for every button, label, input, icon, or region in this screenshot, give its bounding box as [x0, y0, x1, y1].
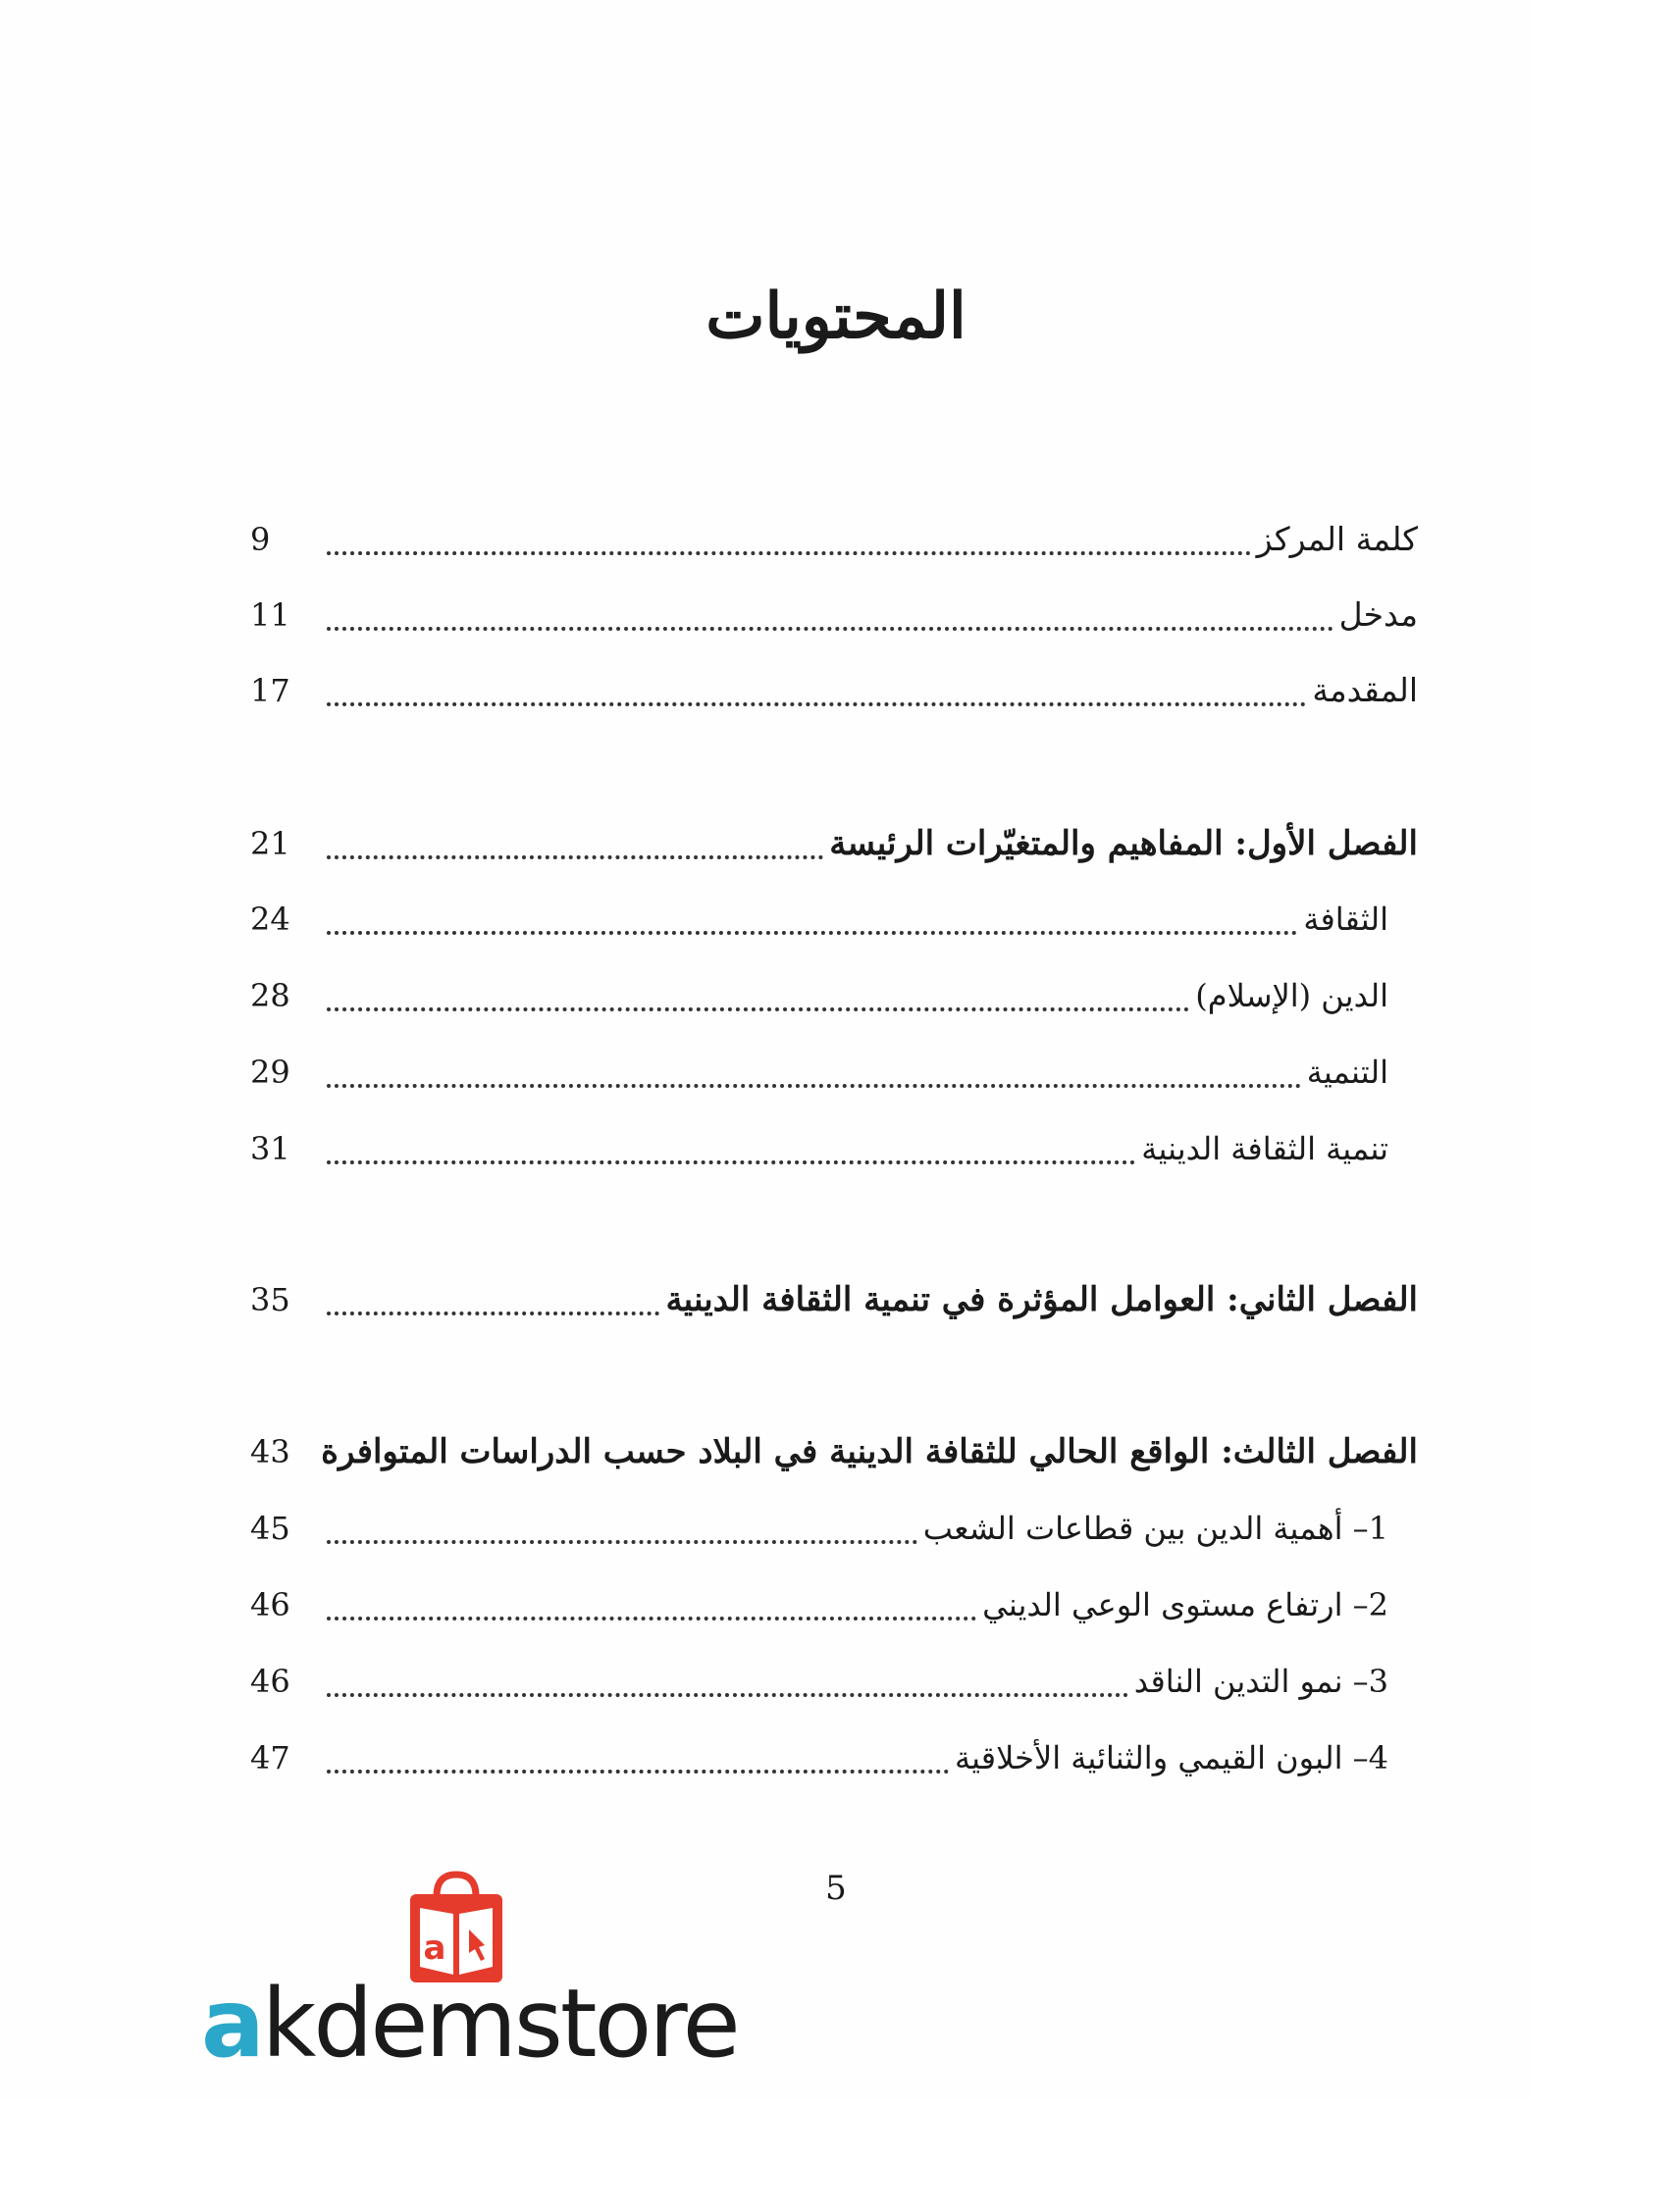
toc-entry-label: تنمية الثقافة الدينية — [1141, 1130, 1388, 1167]
toc-entry-label: المقدمة — [1312, 671, 1418, 709]
toc-entry-label: 2– ارتفاع مستوى الوعي الديني — [982, 1586, 1388, 1623]
toc-entry-label: 3– نمو التدين الناقد — [1133, 1663, 1388, 1700]
toc-entry-page: 11 — [250, 596, 290, 634]
dot-leader — [327, 814, 823, 873]
toc-entry — [250, 510, 1418, 569]
toc-entry-label: كلمة المركز — [1256, 520, 1418, 558]
dot-leader — [327, 890, 1297, 949]
dot-leader — [327, 661, 1306, 720]
dot-leader — [327, 1119, 1135, 1178]
page-number: 5 — [825, 1869, 847, 1908]
dot-leader — [327, 510, 1251, 569]
dot-leader — [327, 1575, 976, 1634]
toc-entry-page: 47 — [250, 1739, 290, 1776]
toc-entry-label: الدين (الإسلام) — [1195, 977, 1388, 1014]
dot-leader — [327, 1499, 917, 1558]
toc-entry-page: 21 — [250, 825, 290, 862]
toc-chapter-entry — [250, 814, 1418, 873]
toc-subentry — [250, 1652, 1418, 1711]
dot-leader — [327, 966, 1189, 1025]
toc-subentry — [250, 1728, 1418, 1787]
page-title: المحتويات — [705, 280, 967, 353]
toc-subentry — [250, 1043, 1418, 1102]
toc-chapter-entry — [250, 1270, 1418, 1329]
toc-entry-page: 46 — [250, 1663, 290, 1700]
toc-entry-page: 28 — [250, 977, 290, 1014]
brand-name-rest: kdemstore — [261, 1969, 738, 2079]
toc-entry-label: 1– أهمية الدين بين قطاعات الشعب — [922, 1510, 1388, 1547]
toc-entry-page: 35 — [250, 1281, 290, 1318]
toc-entry-page: 43 — [250, 1433, 290, 1470]
toc-entry-page: 45 — [250, 1510, 290, 1547]
toc-subentry — [250, 1575, 1418, 1634]
toc-entry-label: الفصل الثالث: الواقع الحالي للثقافة الدينية في البلاد حسب الدراسات المتوافرة — [321, 1432, 1418, 1471]
toc-entry-label: 4– البون القيمي والثنائية الأخلاقية — [954, 1739, 1388, 1776]
toc-entry-page: 24 — [250, 900, 290, 938]
toc-subentry — [250, 1499, 1418, 1558]
toc-entry-page: 29 — [250, 1054, 290, 1091]
dot-leader — [327, 1728, 949, 1787]
toc-subentry — [250, 890, 1418, 949]
toc-entry-page: 9 — [250, 521, 271, 558]
toc-entry-page: 46 — [250, 1586, 290, 1623]
dot-leader — [327, 1043, 1301, 1102]
toc-entry-page: 17 — [250, 672, 290, 709]
toc-entry-label: مدخل — [1338, 595, 1418, 634]
bag-letter: a — [423, 1929, 446, 1968]
brand-name — [201, 1969, 738, 2079]
brand-name-a: a — [201, 1969, 262, 2079]
toc-entry-label: الفصل الثاني: العوامل المؤثرة في تنمية الثقافة الدينية — [665, 1280, 1418, 1319]
toc-subentry — [250, 1119, 1418, 1178]
toc-entry — [250, 661, 1418, 720]
store-logo — [201, 1869, 738, 2084]
dot-leader — [327, 1652, 1128, 1711]
toc-entry-page: 31 — [250, 1130, 290, 1167]
toc-entry-label: التنمية — [1306, 1054, 1388, 1091]
toc-entry — [250, 586, 1418, 644]
toc-chapter-entry — [250, 1422, 1418, 1481]
toc-subentry — [250, 966, 1418, 1025]
toc-entry-label: الثقافة — [1303, 900, 1388, 938]
dot-leader — [327, 586, 1333, 644]
toc-entry-label: الفصل الأول: المفاهيم والمتغيّرات الرئيسة — [829, 824, 1418, 863]
dot-leader — [327, 1270, 659, 1329]
